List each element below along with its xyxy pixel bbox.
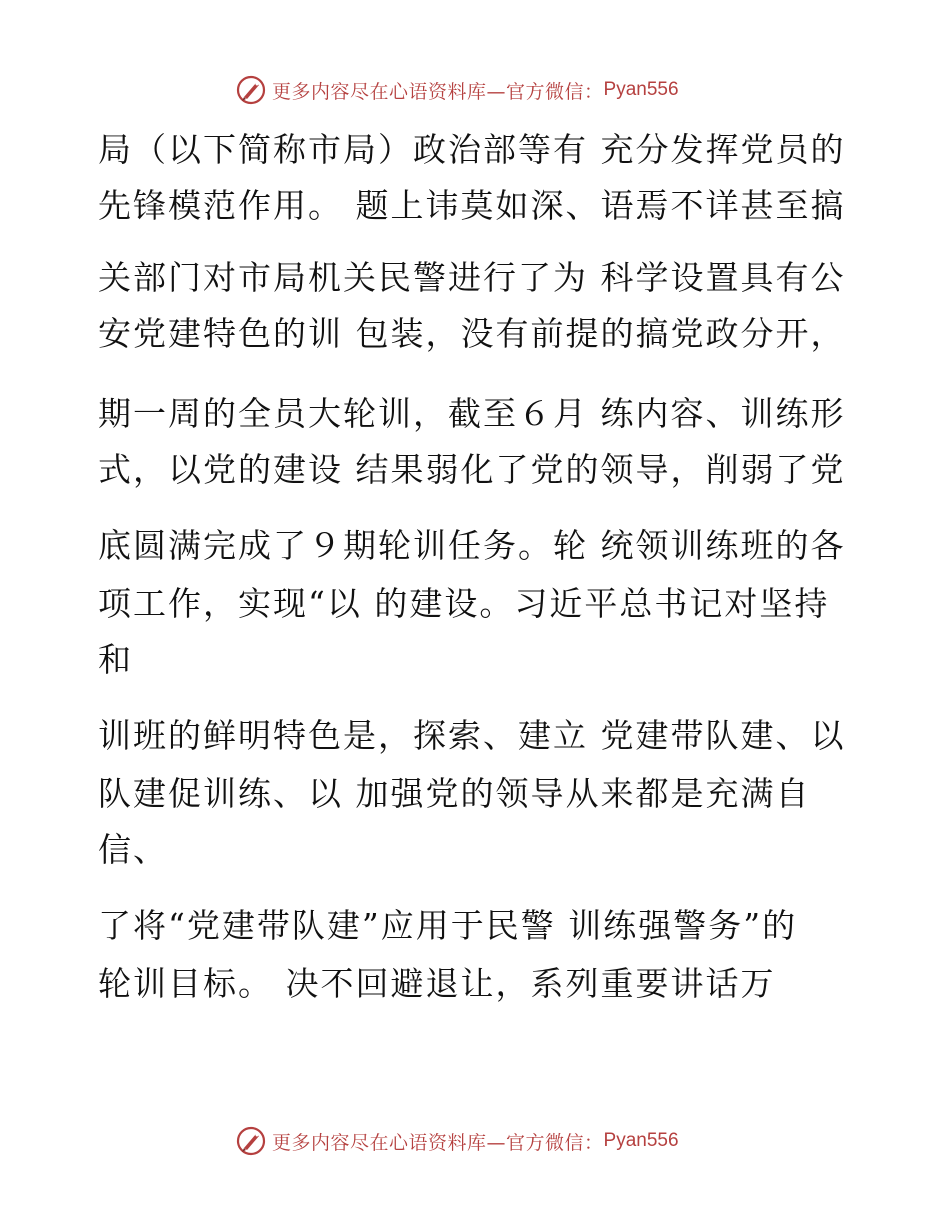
footer-banner-text: 更多内容尽在心语资料库—官方微信： — [272, 1131, 604, 1154]
body-line: 底圆满完成了９期轮训任务。轮 统领训练班的各 — [98, 526, 846, 565]
body-line: 安党建特色的训 包装，没有前提的搞党政分开， — [98, 314, 846, 353]
header-wechat-id: Pyan556 — [603, 79, 679, 100]
quill-pen-logo-icon — [236, 1126, 266, 1156]
body-line: 信、 — [98, 830, 168, 869]
body-line: 了将“党建带队建”应用于民警 训练强警务”的 — [98, 906, 798, 945]
body-line: 轮训目标。 决不回避退让，系列重要讲话万 — [98, 964, 776, 1003]
body-line: 项工作，实现“以 的建设。习近平总书记对坚持 — [98, 584, 830, 623]
body-line: 式，以党的建设 结果弱化了党的领导，削弱了党 — [98, 450, 846, 489]
body-line: 关部门对市局机关民警进行了为 科学设置具有公 — [98, 258, 846, 297]
body-line: 训班的鲜明特色是，探索、建立 党建带队建、以 — [98, 716, 846, 755]
body-line: 和 — [98, 640, 133, 679]
header-banner-text: 更多内容尽在心语资料库—官方微信： — [272, 80, 604, 103]
body-line: 局（以下简称市局）政治部等有 充分发挥党员的 — [98, 130, 846, 169]
body-line: 先锋模范作用。 题上讳莫如深、语焉不详甚至搞 — [98, 186, 846, 225]
footer-wechat-id: Pyan556 — [603, 1130, 679, 1151]
body-line: 队建促训练、以 加强党的领导从来都是充满自 — [98, 774, 811, 813]
footer-banner — [236, 1124, 679, 1158]
body-line: 期一周的全员大轮训，截至６月 练内容、训练形 — [98, 394, 846, 433]
